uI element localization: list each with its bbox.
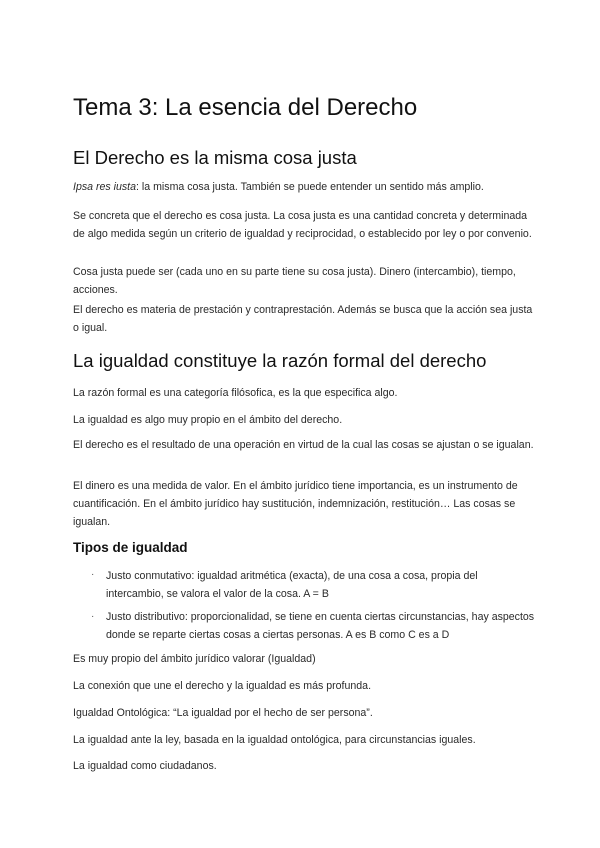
paragraph-igualdad-ante-ley: La igualdad ante la ley, basada en la igualdad ontológica, para circunstancias iguales. (73, 734, 476, 746)
paragraph-igualdad-ontologica: Igualdad Ontológica: “La igualdad por el hecho de ser persona”. (73, 707, 373, 719)
latin-term: Ipsa res iusta (73, 181, 137, 193)
paragraph-razon-formal: La razón formal es una categoría filósofica, es la que especifica algo. (73, 387, 398, 399)
paragraph-conexion: La conexión que une el derecho y la igualdad es más profunda. (73, 680, 372, 692)
paragraph-cosa-justa-concreta: Se concreta que el derecho es cosa justa. La cosa justa es una cantidad concreta y determinada de algo medida según un criterio de igualdad y reciprocidad, o establecido por ley o por convenio. (73, 210, 532, 240)
paragraph-valorar-igualdad: Es muy propio del ámbito jurídico valorar (Igualdad) (73, 653, 316, 665)
paragraph-prestacion: El derecho es materia de prestación y contraprestación. Además se busca que la acción sea justa o igual. (73, 304, 533, 334)
section-heading-derecho-cosa-justa: El Derecho es la misma cosa justa (73, 147, 357, 168)
section-heading-tipos-igualdad: Tipos de igualdad (73, 540, 188, 555)
list-item-justo-conmutativo: Justo conmutativo: igualdad aritmética (exacta), de una cosa a cosa, propia del intercambio, se valora el valor de la cosa. A = B (106, 570, 478, 600)
section-heading-igualdad-razon-formal: La igualdad constituye la razón formal del derecho (73, 350, 487, 371)
list-item-justo-distributivo: Justo distributivo: proporcionalidad, se tiene en cuenta ciertas circunstancias, hay aspectos donde se reparte ciertas cosas a ciertas personas. A es B como C es a D (106, 611, 535, 641)
paragraph-igualdad-propio: La igualdad es algo muy propio en el ámbito del derecho. (73, 414, 343, 426)
paragraph-dinero-medida: El dinero es una medida de valor. En el ámbito jurídico tiene importancia, es un instrumento de cuantificación. En el ámbito jurídico hay sustitución, indemnización, restitución… Las cosas se igualan. (73, 480, 518, 528)
paragraph-igualdad-ciudadanos: La igualdad como ciudadanos. (73, 760, 217, 772)
paragraph-cosa-justa-tipos: Cosa justa puede ser (cada uno en su parte tiene su cosa justa). Dinero (intercambio), tiempo, acciones. (73, 266, 516, 296)
bullet-marker: · (91, 569, 95, 580)
paragraph-ipsa-res-iusta-text: : la misma cosa justa. También se puede entender un sentido más amplio. (136, 181, 484, 193)
paragraph-ipsa-res-iusta (73, 178, 535, 196)
paragraph-derecho-resultado: El derecho es el resultado de una operación en virtud de la cual las cosas se ajustan o se igualan. (73, 439, 534, 451)
bullet-marker: · (91, 611, 95, 622)
document-title: Tema 3: La esencia del Derecho (73, 94, 418, 121)
